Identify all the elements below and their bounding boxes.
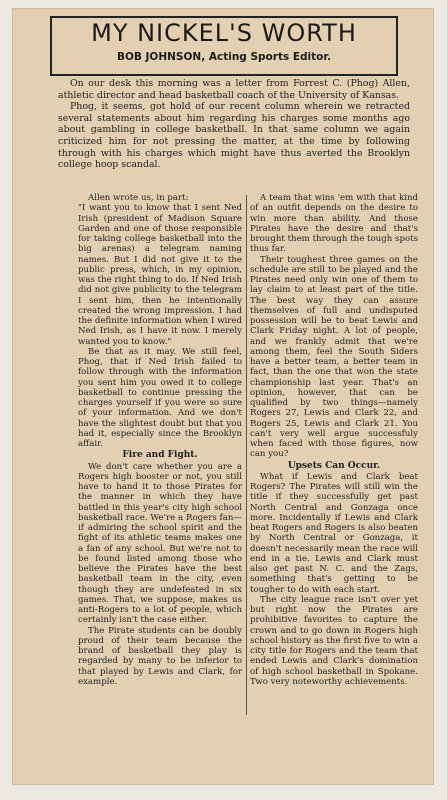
paragraph: The Pirate students can be doubly proud of their team because the brand of basketball they play is regarded by many to be inferior to that played by Lewis and Clark, for example. [78,625,242,687]
paragraph: A team that wins 'em with that kind of an outfit depends on the desire to win more than ability. And those Pirates have the desire and that's brought them through the tough spots thus far. [250,193,418,255]
paragraph: Their toughest three games on the schedule are still to be played and the Pirates need only win one of them to lay claim to at least part of the title. The best way they can assure themselves of full and undisputed possession will be to beat Lewis and Clark Friday night. A lot of people, and we frankly admit that we're among them, feel the South Siders have a better team, a better team in fact, than the one that won the state championship last year. That's an opinion, however, that can be qualified by two things—namely Rogers 27, Lewis and Clark 22, and Rogers 25, Lewis and Clark 21. You can't very well argue successfuly when faced with those figures, now can you? [250,254,418,460]
subheading: Fire and Fight. [122,450,198,461]
byline: BOB JOHNSON, Acting Sports Editor. [116,51,332,63]
intro-paragraph: On our desk this morning was a letter from Forrest C. (Phog) Allen, athletic director and head basketball coach of the University of Kansas. [58,78,410,101]
paragraph: What if Lewis and Clark beat Rogers? The Pirates will still win the title if they successfully get past North Central and Gonzaga once more. Incidentally if Lewis and Clark beat Rogers and Rogers is also beaten by North Central or Gonzaga, it doesn't necessarily mean the race will end in a tie. Lewis and Clark must also get past N. C. and the Zags, something that's getting to be tougher to do with each start. [250,471,418,595]
paragraph: Be that as it may. We still feel, Phog, that if Ned Irish failed to follow through with the information you sent him you owed it to college basketball to continue pressing the charges yourself if you were so sure of your information. And we don't have the slightest doubt but that you had it, especially since the Brooklyn affair. [78,346,242,449]
paragraph: Allen wrote us, in part: [88,193,189,203]
right-column [250,193,418,687]
left-column [78,193,242,687]
paragraph: We don't care whether you are a Rogers high booster or not, you still have to hand it to those Pirates for the manner in which they have battled in this year's city high school basketball race. We're a Rogers fan—if admiring the school spirit and the fight of its athletic teams makes one a fan of any school. But we're not to be found listed among those who believe the Pirates have the best basketball team in the city, even though they are undefeated in six games. That, we suppose, makes us anti-Rogers to a lot of people, which certainly isn't the case either. [78,461,242,626]
intro-paragraphs [58,78,410,171]
subheading: Upsets Can Occur. [287,460,381,471]
quoted-letter: "I want you to know that I sent Ned Irish (president of Madison Square Garden and one of those responsible for taking college basketball into the big arenas) a telegram naming names. But I did not give it to the public press, which, in my opinion, was the right thing to do. If Ned Irish did not give publicity to the telegram I sent him, then he intentionally created the wrong impression. I had the definite information when I wired Ned Irish, as I have it now. I merely wanted you to know." [78,203,242,347]
column-title: MY NICKEL'S WORTH [91,19,357,47]
intro-paragraph: Phog, it seems, got hold of our recent column wherein we retracted several statements about him regarding his charges some months ago about gambling in college basketball. In that same column we again criticized him for not pressing the matter, at the time by following through with his charges which might have thus averted the Brooklyn college hoop scandal. [58,101,410,171]
column-divider [246,195,247,715]
column-masthead [50,16,398,76]
paragraph: The city league race isn't over yet but right now the Pirates are prohibitive favorites to capture the crown and to go down in Rogers high school history as the first five to win a city title for Rogers and the team that ended Lewis and Clark's domination of high school basketball in Spokane. Two very noteworthy achievements. [250,594,418,687]
